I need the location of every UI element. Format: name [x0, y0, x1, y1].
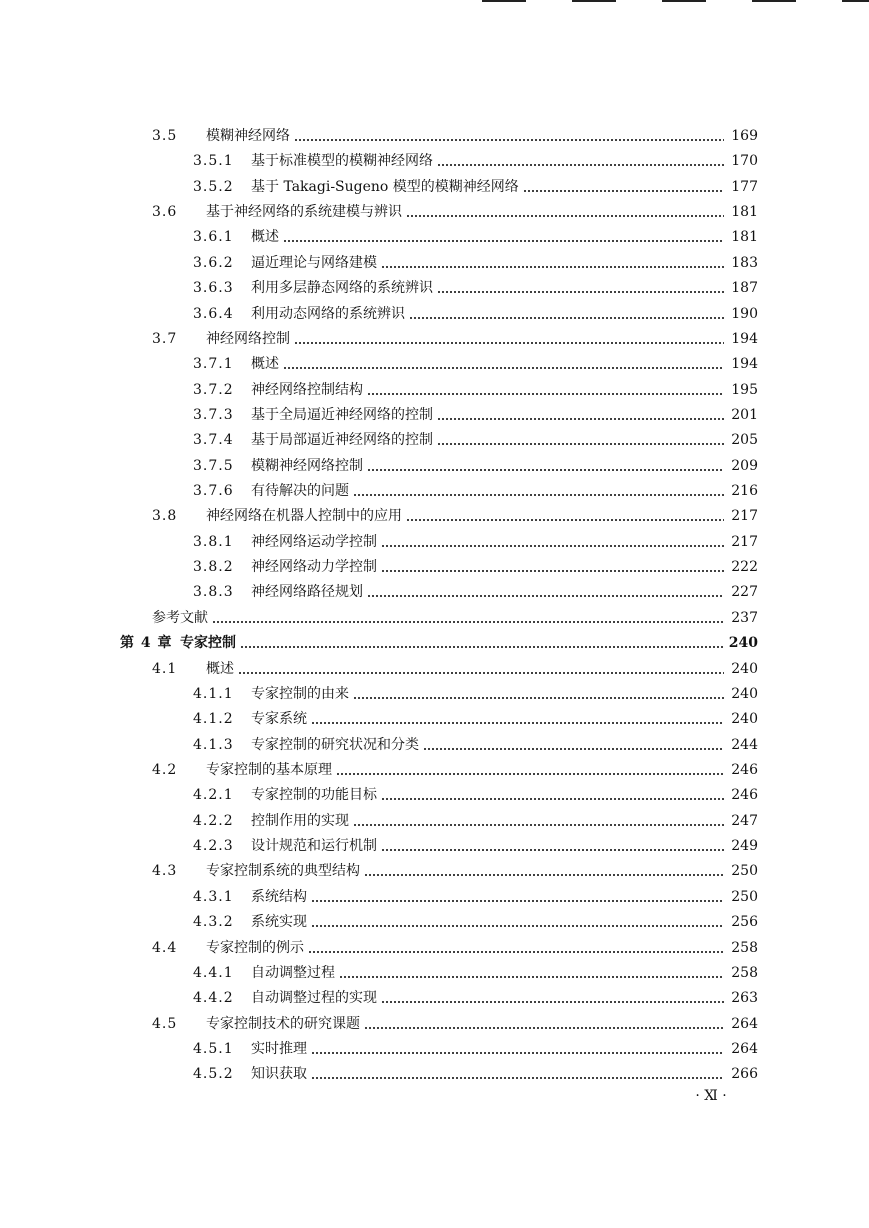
dot-leader [308, 937, 724, 959]
scan-edge-mark [572, 0, 616, 2]
toc-entry-number: 3.8.1 [193, 533, 234, 550]
toc-entry-number: 4.2 [152, 762, 178, 778]
dot-leader [523, 176, 724, 198]
toc-entry[interactable] [193, 176, 758, 198]
toc-entry-title: 专家控制 [180, 635, 236, 652]
toc-entry-title: 神经网络在机器人控制中的应用 [206, 508, 402, 525]
toc-entry-number: 4.1.1 [193, 685, 234, 702]
dot-leader [381, 556, 724, 578]
toc-entry-page: 177 [731, 178, 758, 195]
toc-entry-title: 系统实现 [251, 914, 307, 931]
toc-entry-title: 概述 [251, 356, 279, 373]
toc-entry-title: 有待解决的问题 [251, 483, 349, 500]
toc-entry-title: 基于神经网络的系统建模与辨识 [206, 204, 402, 221]
dot-leader [381, 252, 724, 274]
toc-entry[interactable] [193, 303, 758, 325]
toc-entry-page: 217 [731, 533, 758, 550]
toc-entry-title: 专家控制的功能目标 [251, 787, 377, 804]
toc-entry-number: 4.3 [152, 863, 178, 880]
toc-entry[interactable] [193, 810, 758, 832]
toc-entry[interactable] [193, 886, 758, 908]
toc-entry-page: 183 [731, 254, 758, 271]
toc-entry[interactable] [193, 252, 758, 274]
toc-entry-number: 4.4.1 [193, 964, 234, 981]
dot-leader [437, 429, 724, 451]
toc-entry-number: 3.7.6 [193, 483, 234, 500]
toc-entry-page: 194 [731, 330, 758, 347]
toc-entry-page: 263 [731, 990, 758, 1007]
toc-entry-number: 第 4 章 [120, 635, 173, 652]
toc-entry-page: 216 [731, 483, 758, 500]
toc-entry[interactable] [152, 607, 758, 629]
toc-entry-number: 3.6.4 [193, 305, 234, 322]
dot-leader [240, 632, 724, 654]
toc-entry-page: 258 [731, 964, 758, 981]
dot-leader [406, 201, 724, 223]
dot-leader [339, 962, 724, 984]
dot-leader [311, 1063, 724, 1085]
toc-entry[interactable] [193, 708, 758, 730]
toc-entry-title: 专家系统 [251, 711, 307, 728]
dot-leader [381, 987, 724, 1009]
toc-entry-title: 设计规范和运行机制 [251, 838, 377, 855]
toc-entry[interactable] [193, 455, 758, 477]
toc-entry-page: 194 [731, 356, 758, 373]
scan-edge-mark [662, 0, 706, 2]
toc-entry[interactable] [193, 1063, 758, 1085]
dot-leader [212, 607, 724, 629]
dot-leader [311, 708, 724, 730]
dot-leader [294, 328, 724, 350]
toc-entry-title: 知识获取 [251, 1066, 307, 1083]
toc-entry-number: 4.5 [152, 1015, 178, 1032]
toc-entry-number: 3.7.4 [193, 432, 234, 449]
toc-entry-number: 4.5.1 [193, 1040, 234, 1057]
dot-leader [283, 353, 724, 375]
toc-entry-page: 250 [731, 888, 758, 905]
toc-entry-title: 控制作用的实现 [251, 812, 349, 829]
dot-leader [353, 683, 724, 705]
dot-leader [381, 531, 724, 553]
toc-entry-number: 3.5.2 [193, 178, 234, 195]
toc-entry[interactable] [193, 379, 758, 401]
toc-entry-title: 模糊神经网络控制 [251, 457, 363, 474]
dot-leader [437, 150, 724, 172]
toc-entry[interactable] [193, 150, 758, 172]
toc-entry-page: 170 [731, 153, 758, 170]
toc-entry[interactable] [152, 759, 758, 781]
toc-entry[interactable] [152, 658, 758, 680]
toc-entry[interactable] [152, 1013, 758, 1035]
toc-entry-title: 模糊神经网络 [206, 128, 290, 144]
toc-entry-title: 逼近理论与网络建模 [251, 254, 377, 271]
toc-entry-title: 专家控制技术的研究课题 [206, 1015, 360, 1032]
toc-entry-page: 201 [731, 406, 758, 423]
toc-entry-number: 4.2.2 [193, 812, 234, 829]
toc-entry-page: 237 [731, 609, 758, 626]
toc-entry-number: 3.6.2 [193, 254, 234, 271]
toc-entry-number: 3.8.3 [193, 584, 234, 601]
toc-entry-title: 自动调整过程 [251, 964, 335, 981]
dot-leader [367, 455, 724, 477]
toc-entry-page: 258 [731, 939, 758, 956]
toc-entry-page: 256 [731, 914, 758, 931]
toc-entry-page: 250 [731, 863, 758, 880]
toc-entry-number: 3.6 [152, 204, 178, 221]
toc-entry-title: 参考文献 [152, 609, 208, 626]
toc-entry-title: 专家控制系统的典型结构 [206, 863, 360, 880]
toc-entry-number: 3.7 [152, 330, 178, 347]
toc-entry[interactable] [193, 683, 758, 705]
toc-entry-page: 217 [731, 508, 758, 525]
toc-entry-page: 205 [731, 432, 758, 449]
toc-entry-title: 自动调整过程的实现 [251, 990, 377, 1007]
toc-entry-page: 264 [731, 1040, 758, 1057]
toc-entry-page: 240 [731, 711, 758, 728]
toc-entry-title: 基于全局逼近神经网络的控制 [251, 406, 433, 423]
toc-entry-number: 3.6.3 [193, 280, 234, 297]
dot-leader [283, 226, 724, 248]
scan-edge-mark [752, 0, 796, 2]
toc-entry[interactable] [193, 581, 758, 603]
toc-entry[interactable] [193, 531, 758, 553]
toc-entry-number: 3.8.2 [193, 559, 234, 576]
toc-entry-title: 神经网络运动学控制 [251, 533, 377, 550]
dot-leader [353, 810, 724, 832]
toc-entry-page: 190 [731, 305, 758, 322]
dot-leader [311, 886, 724, 908]
page-number-footer: · Ⅺ · [695, 1088, 727, 1104]
toc-entry-page: 264 [731, 1015, 758, 1032]
dot-leader [409, 303, 724, 325]
toc-entry-title: 利用多层静态网络的系统辨识 [251, 280, 433, 297]
dot-leader [367, 379, 724, 401]
toc-entry-title: 专家控制的由来 [251, 685, 349, 702]
toc-entry-page: 227 [731, 584, 758, 601]
toc-entry[interactable] [152, 201, 758, 223]
toc-entry-number: 4.2.3 [193, 838, 234, 855]
toc-entry-page: 266 [731, 1066, 758, 1083]
toc-entry[interactable] [193, 480, 758, 502]
toc-entry-title: 基于 Takagi-Sugeno 模型的模糊神经网络 [251, 178, 519, 195]
toc-entry-page: 249 [731, 838, 758, 855]
toc-entry-title: 概述 [206, 660, 234, 677]
dot-leader [437, 277, 724, 299]
toc-entry-page: 181 [731, 204, 758, 221]
dot-leader [311, 911, 724, 933]
dot-leader [381, 784, 724, 806]
toc-entry-number: 4.3.2 [193, 914, 234, 931]
toc-entry-page: 169 [731, 128, 758, 144]
toc-entry-number: 4.4 [152, 939, 178, 956]
toc-entry[interactable] [193, 962, 758, 984]
toc-entry[interactable] [193, 226, 758, 248]
toc-entry-title: 概述 [251, 229, 279, 246]
toc-entry-page: 246 [731, 762, 758, 778]
toc-entry-title: 神经网络控制 [206, 330, 290, 347]
toc-entry[interactable] [152, 505, 758, 527]
toc-entry-title: 专家控制的基本原理 [206, 762, 332, 778]
toc-entry[interactable] [193, 784, 758, 806]
toc-entry-title: 系统结构 [251, 888, 307, 905]
toc-entry-number: 4.1.2 [193, 711, 234, 728]
toc-entry-page: 209 [731, 457, 758, 474]
toc-entry-title: 基于标准模型的模糊神经网络 [251, 153, 433, 170]
dot-leader [406, 505, 724, 527]
toc-entry-title: 神经网络控制结构 [251, 381, 363, 398]
toc-entry[interactable] [152, 125, 758, 147]
dot-leader [364, 1013, 724, 1035]
toc-entry-number: 3.8 [152, 508, 178, 525]
scan-edge-mark [842, 0, 869, 2]
dot-leader [364, 860, 724, 882]
dot-leader [238, 658, 724, 680]
toc-entry-number: 4.2.1 [193, 787, 234, 804]
dot-leader [367, 581, 724, 603]
toc-entry-page: 240 [728, 635, 758, 652]
toc-entry-number: 3.7.3 [193, 406, 234, 423]
toc-entry-page: 240 [731, 660, 758, 677]
toc-entry[interactable] [193, 277, 758, 299]
toc-entry-page: 244 [731, 736, 758, 753]
dot-leader [294, 125, 724, 147]
dot-leader [381, 835, 724, 857]
toc-entry-title: 基于局部逼近神经网络的控制 [251, 432, 433, 449]
toc-entry[interactable] [193, 404, 758, 426]
toc-entry-number: 4.4.2 [193, 990, 234, 1007]
toc-entry-number: 3.7.2 [193, 381, 234, 398]
toc-entry[interactable] [193, 1038, 758, 1060]
scan-edge-mark [482, 0, 526, 2]
toc-entry-page: 246 [731, 787, 758, 804]
toc-entry[interactable] [193, 429, 758, 451]
toc-entry-number: 4.1.3 [193, 736, 234, 753]
toc-entry-page: 247 [731, 812, 758, 829]
toc-entry-page: 222 [731, 559, 758, 576]
toc-entry-number: 3.6.1 [193, 229, 234, 246]
dot-leader [437, 404, 724, 426]
toc-entry-title: 实时推理 [251, 1040, 307, 1057]
toc-entry[interactable] [152, 328, 758, 350]
toc-entry-page: 195 [731, 381, 758, 398]
toc-entry-title: 神经网络动力学控制 [251, 559, 377, 576]
toc-entry[interactable] [193, 734, 758, 756]
toc-entry[interactable] [152, 937, 758, 959]
dot-leader [423, 734, 724, 756]
toc-entry-page: 187 [731, 280, 758, 297]
toc-entry[interactable] [193, 353, 758, 375]
toc-entry-number: 3.7.5 [193, 457, 234, 474]
toc-entry-number: 4.5.2 [193, 1066, 234, 1083]
toc-entry-title: 专家控制的例示 [206, 939, 304, 956]
toc-entry-number: 3.7.1 [193, 356, 234, 373]
toc-entry[interactable] [193, 987, 758, 1009]
toc-entry-title: 利用动态网络的系统辨识 [251, 305, 405, 322]
toc-entry-number: 3.5 [152, 128, 178, 144]
dot-leader [353, 480, 724, 502]
toc-entry[interactable] [193, 911, 758, 933]
toc-entry[interactable] [193, 556, 758, 578]
toc-entry-number: 3.5.1 [193, 153, 234, 170]
toc-entry[interactable] [193, 835, 758, 857]
toc-entry-title: 专家控制的研究状况和分类 [251, 736, 419, 753]
dot-leader [336, 759, 724, 781]
toc-entry-number: 4.3.1 [193, 888, 234, 905]
toc-entry-number: 4.1 [152, 660, 178, 677]
toc-entry-page: 240 [731, 685, 758, 702]
toc-entry-title: 神经网络路径规划 [251, 584, 363, 601]
toc-entry[interactable] [152, 860, 758, 882]
toc-entry[interactable] [120, 632, 758, 654]
dot-leader [311, 1038, 724, 1060]
toc-entry-page: 181 [731, 229, 758, 246]
